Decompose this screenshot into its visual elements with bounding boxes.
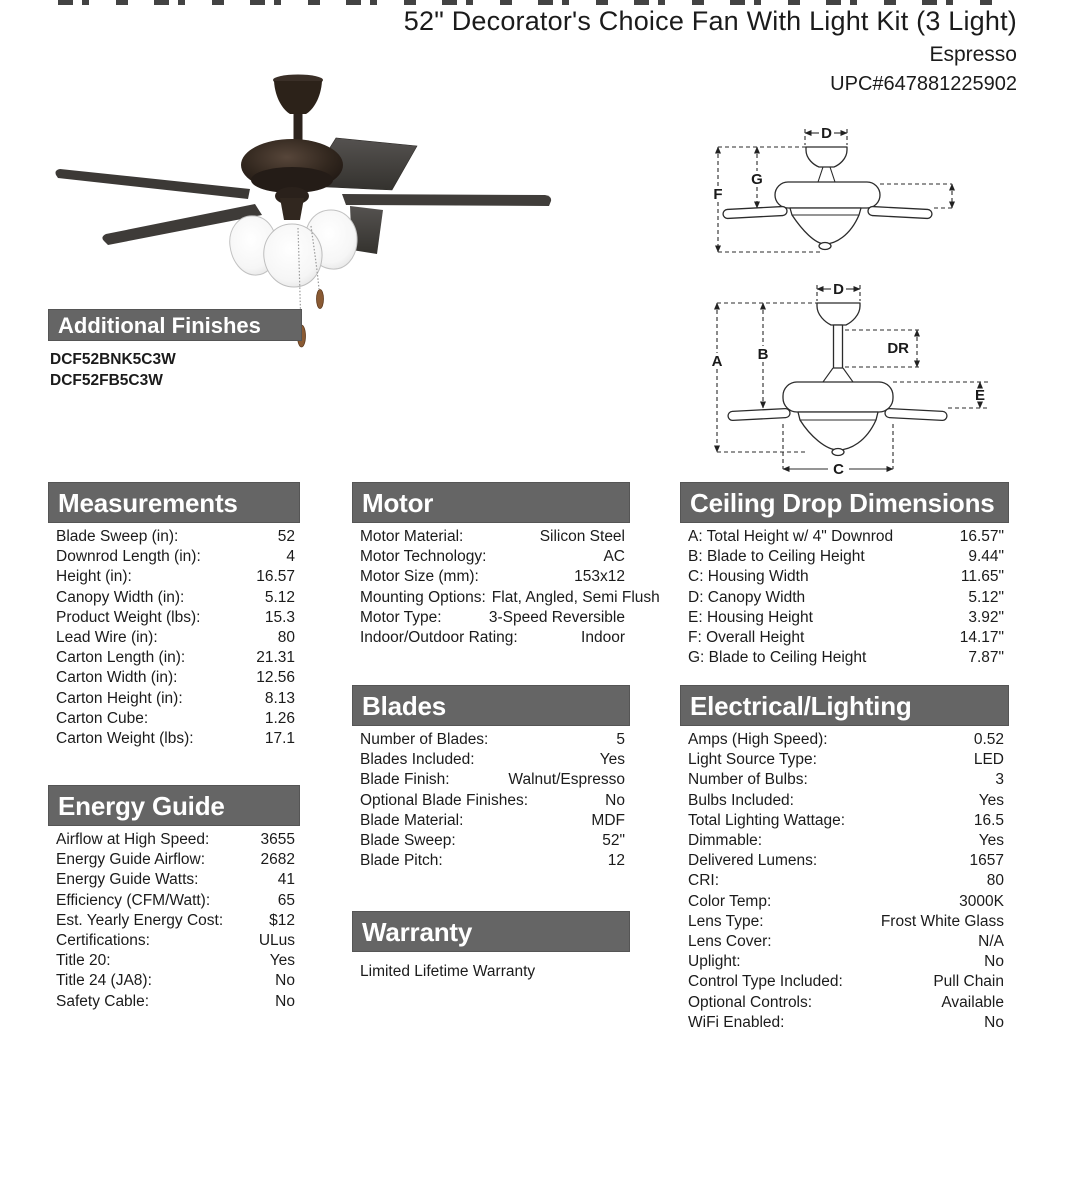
label-F: F (713, 186, 723, 203)
spec-row (680, 770, 1009, 790)
spec-label: Carton Weight (lbs): (56, 730, 194, 748)
dimension-diagram-downrod (690, 272, 1020, 477)
dimension-E (893, 382, 988, 408)
section-header-measurements: Measurements (48, 482, 300, 523)
spec-row (352, 628, 630, 648)
spec-value: Yes (978, 832, 1004, 850)
spec-value: Yes (978, 791, 1004, 809)
spec-row (680, 588, 1009, 608)
spec-value: 7.87" (968, 649, 1004, 667)
spec-label: D: Canopy Width (688, 588, 806, 606)
section-header-blades: Blades (352, 685, 630, 726)
spec-value: 5 (616, 731, 625, 748)
spec-value: 9.44" (968, 548, 1004, 566)
spec-label: Lens Cover: (688, 933, 772, 951)
dimension-A (712, 303, 817, 452)
spec-row (48, 951, 300, 971)
spec-label: Total Lighting Wattage: (688, 811, 846, 829)
spec-row (352, 831, 630, 851)
spec-label: Product Weight (lbs): (56, 608, 201, 626)
spec-value: 3000K (959, 892, 1004, 910)
spec-value: 16.57 (256, 568, 295, 586)
spec-value: No (275, 972, 295, 990)
spec-value: 4 (286, 548, 295, 566)
warranty-section (352, 911, 630, 982)
spec-label: Motor Material: (360, 528, 464, 545)
spec-value: LED (973, 751, 1004, 769)
spec-value: 21.31 (256, 649, 295, 667)
spec-label: Bulbs Included: (688, 791, 794, 809)
spec-value: 41 (277, 871, 295, 889)
spec-label: Safety Cable: (56, 992, 150, 1010)
spec-value: 5.12" (968, 588, 1004, 606)
spec-label: Blade Pitch: (360, 852, 443, 870)
spec-row (48, 567, 300, 587)
spec-row (680, 811, 1009, 831)
spec-row (680, 993, 1009, 1013)
spec-label: Motor Technology: (360, 548, 487, 566)
spec-label: Mounting Options: (360, 588, 486, 606)
spec-label: E: Housing Height (688, 608, 813, 626)
spec-value: 3.92" (968, 608, 1004, 626)
ceiling-drop-section (680, 482, 1009, 668)
spec-row (680, 648, 1009, 668)
warranty-text: Limited Lifetime Warranty (360, 963, 536, 980)
spec-label: Carton Width (in): (56, 669, 178, 687)
spec-row (680, 791, 1009, 811)
spec-label: Canopy Width (in): (56, 588, 185, 606)
label-C: C (833, 461, 844, 477)
spec-value: 2682 (260, 851, 295, 869)
spec-row (48, 931, 300, 951)
spec-row (680, 871, 1009, 891)
spec-row (680, 1013, 1009, 1033)
spec-row (48, 729, 300, 749)
spec-label: Color Temp: (688, 892, 772, 910)
spec-row (48, 992, 300, 1012)
spec-label: Motor Type: (360, 608, 442, 626)
spec-value: 17.1 (264, 730, 295, 748)
spec-label: WiFi Enabled: (688, 1013, 785, 1031)
page-title: 52" Decorator's Choice Fan With Light Kit (3 Light) (403, 6, 1017, 36)
label-DR: DR (887, 340, 909, 357)
spec-row (352, 527, 630, 547)
spec-row (680, 831, 1009, 851)
fan-glass-shades (230, 210, 357, 287)
blades-section (352, 685, 630, 871)
spec-row (352, 770, 630, 790)
spec-row (680, 892, 1009, 912)
spec-label: Title 20: (56, 952, 111, 970)
spec-row (48, 830, 300, 850)
spec-label: Blade Material: (360, 811, 464, 829)
spec-value: Silicon Steel (539, 528, 625, 545)
electrical-lighting-section (680, 685, 1009, 1033)
spec-label: Energy Guide Watts: (56, 871, 199, 889)
section-header-motor: Motor (352, 482, 630, 523)
spec-row (352, 851, 630, 871)
spec-row (48, 971, 300, 991)
spec-row (680, 730, 1009, 750)
spec-value: 16.5 (973, 811, 1004, 829)
spec-value: No (275, 992, 295, 1010)
spec-label: B: Blade to Ceiling Height (688, 548, 865, 566)
spec-label: C: Housing Width (688, 568, 809, 586)
spec-row (352, 567, 630, 587)
spec-value: AC (603, 548, 625, 566)
spec-row (352, 791, 630, 811)
spec-label: Optional Controls: (688, 993, 813, 1011)
spec-label: Carton Cube: (56, 709, 149, 727)
spec-value: 11.65" (960, 568, 1004, 586)
spec-value: ULus (258, 932, 295, 950)
spec-row (48, 648, 300, 668)
spec-row (352, 547, 630, 567)
spec-value: 3655 (260, 831, 295, 848)
spec-value: 153x12 (574, 568, 625, 586)
spec-label: Carton Length (in): (56, 649, 186, 667)
upc-code: UPC#647881225902 (830, 73, 1017, 95)
spec-value: 12 (607, 852, 625, 870)
diagram-fan-outline (728, 303, 947, 456)
spec-label: F: Overall Height (688, 629, 805, 647)
spec-row (352, 750, 630, 770)
spec-row (48, 668, 300, 688)
spec-value: 16.57" (959, 528, 1004, 545)
spec-value: 3 (995, 771, 1004, 789)
spec-row (680, 952, 1009, 972)
spec-row (48, 709, 300, 729)
spec-row (680, 567, 1009, 587)
spec-value: 52" (602, 832, 625, 850)
spec-label: Title 24 (JA8): (56, 972, 152, 990)
spec-value: 14.17" (959, 629, 1004, 647)
spec-value: 5.12 (264, 588, 295, 606)
spec-row (48, 891, 300, 911)
spec-value: Indoor (581, 629, 625, 647)
spec-label: Delivered Lumens: (688, 852, 818, 870)
spec-row (352, 811, 630, 831)
spec-value: 12.56 (256, 669, 295, 687)
spec-value: 80 (277, 629, 295, 647)
spec-label: CRI: (688, 872, 719, 890)
spec-row (48, 911, 300, 931)
section-header-warranty: Warranty (352, 911, 630, 952)
spec-row (680, 932, 1009, 952)
spec-label: Certifications: (56, 932, 150, 950)
spec-value: N/A (978, 933, 1004, 951)
spec-value: 65 (277, 891, 295, 909)
spec-value: Flat, Angled, Semi Flush (491, 588, 660, 606)
label-A: A (711, 353, 723, 370)
dimension-DR (845, 330, 922, 367)
spec-value: MDF (591, 811, 625, 829)
spec-label: Number of Blades: (360, 731, 489, 748)
spec-value: 80 (986, 872, 1004, 890)
motor-section (352, 482, 660, 648)
spec-value: 1.26 (264, 709, 295, 727)
spec-value: No (984, 953, 1004, 971)
spec-label: Energy Guide Airflow: (56, 851, 206, 869)
spec-row (48, 547, 300, 567)
label-D: D (833, 281, 844, 298)
spec-value: 52 (277, 528, 295, 545)
spec-row (48, 850, 300, 870)
spec-label: Amps (High Speed): (688, 731, 828, 748)
spec-label: Lead Wire (in): (56, 629, 158, 647)
spec-label: Blade Sweep (in): (56, 528, 179, 545)
spec-row (48, 608, 300, 628)
spec-value: No (984, 1013, 1004, 1031)
spec-value: Yes (599, 751, 625, 769)
dimension-D (805, 125, 847, 145)
spec-row (48, 870, 300, 890)
spec-value: 8.13 (264, 689, 295, 707)
finish-code: DCF52BNK5C3W (50, 351, 176, 368)
spec-label: Indoor/Outdoor Rating: (360, 629, 518, 647)
cropped-text-artifact (58, 0, 1010, 5)
spec-label: Dimmable: (688, 832, 763, 850)
finish-code: DCF52FB5C3W (50, 372, 163, 389)
spec-value: 1657 (969, 852, 1004, 870)
spec-row (680, 527, 1009, 547)
finish-name: Espresso (929, 43, 1017, 66)
section-header-energy-guide: Energy Guide (48, 785, 300, 826)
spec-row (680, 750, 1009, 770)
spec-value: No (605, 791, 625, 809)
spec-value: Pull Chain (933, 973, 1004, 991)
dimension-diagram-flush (690, 112, 1015, 267)
spec-value: Yes (269, 952, 295, 970)
spec-label: Est. Yearly Energy Cost: (56, 911, 224, 929)
spec-row (48, 628, 300, 648)
spec-label: Height (in): (56, 568, 132, 586)
spec-row (680, 608, 1009, 628)
spec-row (352, 588, 660, 608)
spec-label: Efficiency (CFM/Watt): (56, 891, 211, 909)
spec-row (680, 912, 1009, 932)
spec-label: Downrod Length (in): (56, 548, 201, 566)
spec-value: 15.3 (264, 608, 295, 626)
additional-finishes-header: Additional Finishes (48, 309, 302, 341)
energy-guide-section (48, 785, 300, 1012)
spec-row (48, 689, 300, 709)
spec-value: $12 (269, 911, 295, 929)
spec-row (48, 527, 300, 547)
spec-label: Motor Size (mm): (360, 568, 479, 586)
spec-row (680, 851, 1009, 871)
spec-row (352, 730, 630, 750)
spec-value: 0.52 (973, 731, 1004, 748)
spec-row (680, 547, 1009, 567)
dimension-D (817, 281, 860, 301)
measurements-section (48, 482, 300, 749)
spec-label: Optional Blade Finishes: (360, 791, 529, 809)
spec-row (48, 588, 300, 608)
dimension-G (751, 147, 763, 208)
spec-label: Carton Height (in): (56, 689, 183, 707)
spec-value: Walnut/Espresso (508, 771, 625, 789)
diagram-fan-outline (723, 147, 932, 250)
spec-label: Number of Bulbs: (688, 771, 808, 789)
label-E: E (974, 387, 986, 404)
dimension-right-box (880, 184, 952, 208)
label-D: D (821, 125, 832, 142)
spec-row (680, 972, 1009, 992)
spec-row (352, 608, 630, 628)
spec-label: Blade Sweep: (360, 832, 456, 850)
spec-label: Airflow at High Speed: (56, 831, 210, 848)
dimension-B (758, 303, 769, 408)
spec-label: Blade Finish: (360, 771, 450, 789)
spec-label: A: Total Height w/ 4" Downrod (688, 528, 894, 545)
label-B: B (757, 346, 769, 363)
spec-value: Available (941, 993, 1004, 1011)
spec-label: Control Type Included: (688, 973, 843, 991)
spec-value: Frost White Glass (880, 912, 1004, 930)
spec-row (680, 628, 1009, 648)
label-G: G (751, 171, 763, 188)
spec-label: Lens Type: (688, 912, 764, 930)
spec-label: Light Source Type: (688, 751, 817, 769)
finish-code-list (50, 349, 176, 391)
fan-canopy-downrod (273, 75, 323, 149)
spec-value: 3-Speed Reversible (488, 608, 625, 626)
section-header-ceiling-drop: Ceiling Drop Dimensions (680, 482, 1009, 523)
spec-label: Blades Included: (360, 751, 475, 769)
section-header-electrical: Electrical/Lighting (680, 685, 1009, 726)
spec-label: G: Blade to Ceiling Height (688, 649, 867, 667)
spec-label: Uplight: (688, 953, 741, 971)
